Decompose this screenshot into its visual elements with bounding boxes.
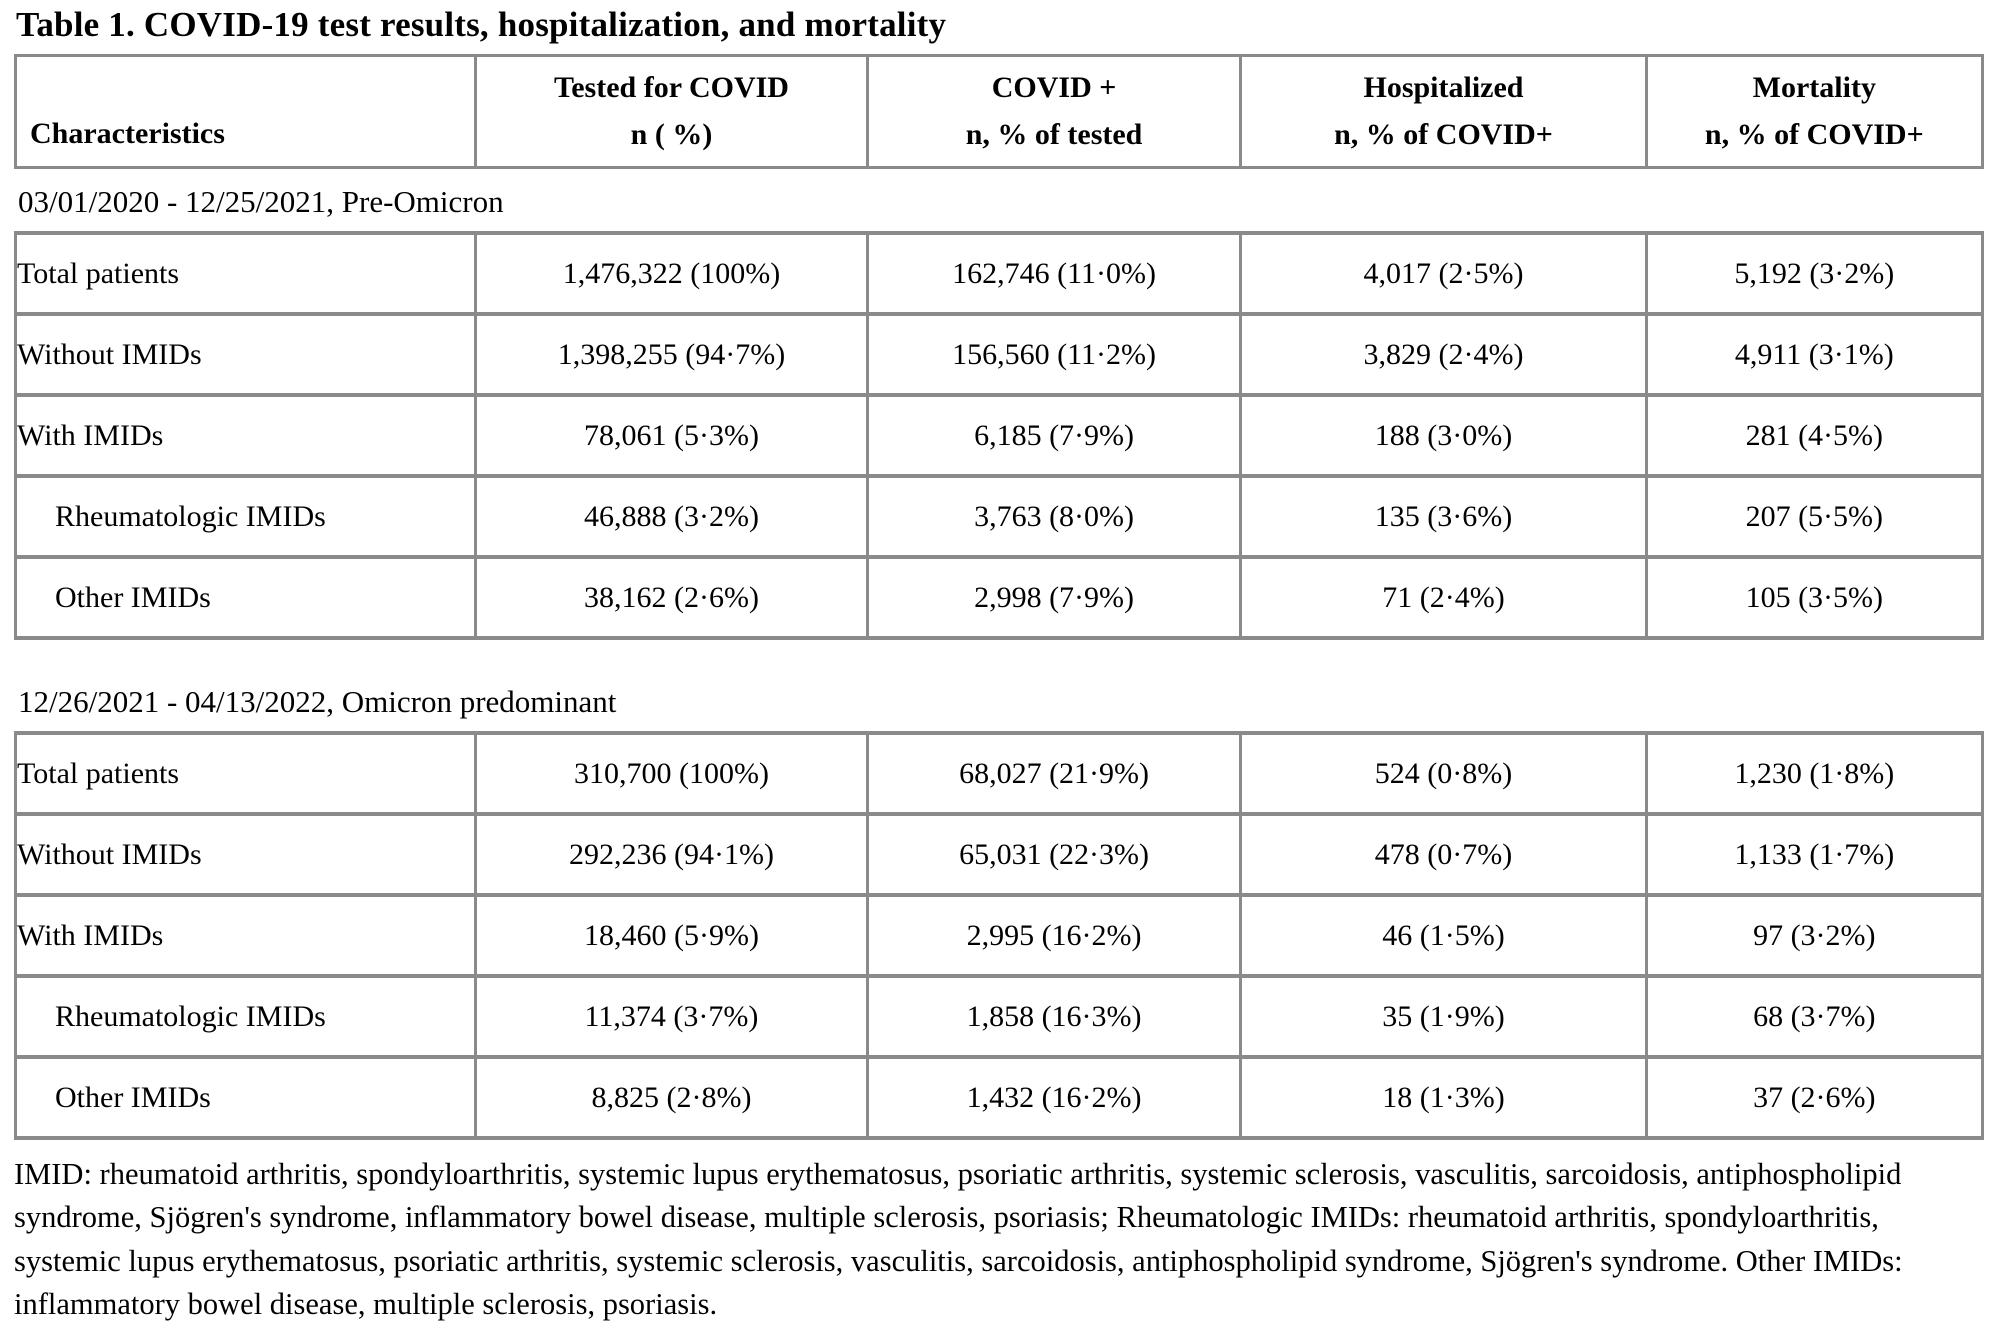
table-section <box>14 684 1986 1140</box>
column-header-label: Hospitalized <box>1363 71 1524 104</box>
characteristic-cell: Rheumatologic IMIDs <box>16 476 476 557</box>
column-header-label: Mortality <box>1752 71 1876 104</box>
mortality-cell: 105 (3·5%) <box>1646 557 1982 638</box>
characteristic-cell: Other IMIDs <box>16 557 476 638</box>
mortality-cell: 37 (2·6%) <box>1646 1057 1982 1138</box>
table-row <box>16 557 1983 638</box>
table-row <box>16 1057 1983 1138</box>
characteristic-cell: Without IMIDs <box>16 814 476 895</box>
tested-cell: 46,888 (3·2%) <box>476 476 867 557</box>
table-row <box>16 895 1983 976</box>
hospitalized-cell: 135 (3·6%) <box>1241 476 1646 557</box>
mortality-cell: 4,911 (3·1%) <box>1646 314 1982 395</box>
characteristic-cell: Other IMIDs <box>16 1057 476 1138</box>
column-header-tested <box>476 56 867 168</box>
covid-positive-cell: 1,858 (16·3%) <box>867 976 1241 1057</box>
hospitalized-cell: 188 (3·0%) <box>1241 395 1646 476</box>
covid-positive-cell: 1,432 (16·2%) <box>867 1057 1241 1138</box>
mortality-cell: 1,133 (1·7%) <box>1646 814 1982 895</box>
section-data-table <box>14 731 1984 1140</box>
section-data-table <box>14 231 1984 640</box>
table-row <box>16 395 1983 476</box>
column-header-label: COVID + <box>991 71 1117 104</box>
hospitalized-cell: 18 (1·3%) <box>1241 1057 1646 1138</box>
covid-positive-cell: 2,998 (7·9%) <box>867 557 1241 638</box>
covid-positive-cell: 6,185 (7·9%) <box>867 395 1241 476</box>
column-header-table <box>14 54 1984 169</box>
table-section <box>14 184 1986 640</box>
covid-positive-cell: 65,031 (22·3%) <box>867 814 1241 895</box>
tested-cell: 11,374 (3·7%) <box>476 976 867 1057</box>
hospitalized-cell: 3,829 (2·4%) <box>1241 314 1646 395</box>
column-header-covid-positive <box>867 56 1241 168</box>
table-row <box>16 814 1983 895</box>
section-period-label: 03/01/2020 - 12/25/2021, Pre-Omicron <box>18 184 504 219</box>
table-row <box>16 733 1983 814</box>
document-page <box>14 5 1986 1326</box>
column-header-hospitalized <box>1241 56 1646 168</box>
hospitalized-cell: 4,017 (2·5%) <box>1241 233 1646 314</box>
table-row <box>16 476 1983 557</box>
column-header-row <box>16 56 1983 168</box>
footnote: IMID: rheumatoid arthritis, spondyloarthritis, systemic lupus erythematosus, psoriatic arthritis, systemic sclerosis, vasculitis, sarcoidosis, antiphospholipid syndrome, Sjögren's syndrome, inflammatory bowel disease, multiple sclerosis, psoriasis; Rheumatologic IMIDs: rheumatoid arthritis, spondyloarthritis, systemic lupus erythematosus, psoriatic arthritis, systemic sclerosis, vasculitis, sarcoidosis, antiphospholipid syndrome, Sjögren's syndrome. Other IMIDs: inflammatory bowel disease, multiple sclerosis, psoriasis. <box>14 1157 1903 1321</box>
characteristic-cell: Total patients <box>16 733 476 814</box>
tested-cell: 18,460 (5·9%) <box>476 895 867 976</box>
column-header-label: Tested for COVID <box>553 71 789 104</box>
column-header-sublabel: n, % of COVID+ <box>1334 117 1553 151</box>
covid-positive-cell: 3,763 (8·0%) <box>867 476 1241 557</box>
hospitalized-cell: 478 (0·7%) <box>1241 814 1646 895</box>
tested-cell: 8,825 (2·8%) <box>476 1057 867 1138</box>
table-sections <box>14 184 1986 1140</box>
column-header-sublabel: n, % of COVID+ <box>1704 117 1924 151</box>
hospitalized-cell: 71 (2·4%) <box>1241 557 1646 638</box>
characteristic-cell: Rheumatologic IMIDs <box>16 976 476 1057</box>
tested-cell: 310,700 (100%) <box>476 733 867 814</box>
characteristic-cell: Total patients <box>16 233 476 314</box>
column-header-characteristics <box>16 56 476 168</box>
characteristic-cell: With IMIDs <box>16 895 476 976</box>
table-title: Table 1. COVID-19 test results, hospitalization, and mortality <box>16 5 947 44</box>
covid-positive-cell: 2,995 (16·2%) <box>867 895 1241 976</box>
mortality-cell: 97 (3·2%) <box>1646 895 1982 976</box>
mortality-cell: 207 (5·5%) <box>1646 476 1982 557</box>
hospitalized-cell: 524 (0·8%) <box>1241 733 1646 814</box>
tested-cell: 78,061 (5·3%) <box>476 395 867 476</box>
mortality-cell: 5,192 (3·2%) <box>1646 233 1982 314</box>
table-row <box>16 314 1983 395</box>
tested-cell: 1,398,255 (94·7%) <box>476 314 867 395</box>
hospitalized-cell: 35 (1·9%) <box>1241 976 1646 1057</box>
column-header-mortality <box>1646 56 1982 168</box>
hospitalized-cell: 46 (1·5%) <box>1241 895 1646 976</box>
section-period-label: 12/26/2021 - 04/13/2022, Omicron predominant <box>18 684 617 719</box>
covid-positive-cell: 162,746 (11·0%) <box>867 233 1241 314</box>
characteristic-cell: Without IMIDs <box>16 314 476 395</box>
column-header-label: Characteristics <box>30 116 225 150</box>
tested-cell: 292,236 (94·1%) <box>476 814 867 895</box>
characteristic-cell: With IMIDs <box>16 395 476 476</box>
mortality-cell: 281 (4·5%) <box>1646 395 1982 476</box>
tested-cell: 1,476,322 (100%) <box>476 233 867 314</box>
covid-positive-cell: 68,027 (21·9%) <box>867 733 1241 814</box>
column-header-sublabel: n ( %) <box>630 117 713 151</box>
table-row <box>16 233 1983 314</box>
tested-cell: 38,162 (2·6%) <box>476 557 867 638</box>
table-row <box>16 976 1983 1057</box>
mortality-cell: 68 (3·7%) <box>1646 976 1982 1057</box>
covid-positive-cell: 156,560 (11·2%) <box>867 314 1241 395</box>
column-header-sublabel: n, % of tested <box>965 117 1143 151</box>
mortality-cell: 1,230 (1·8%) <box>1646 733 1982 814</box>
